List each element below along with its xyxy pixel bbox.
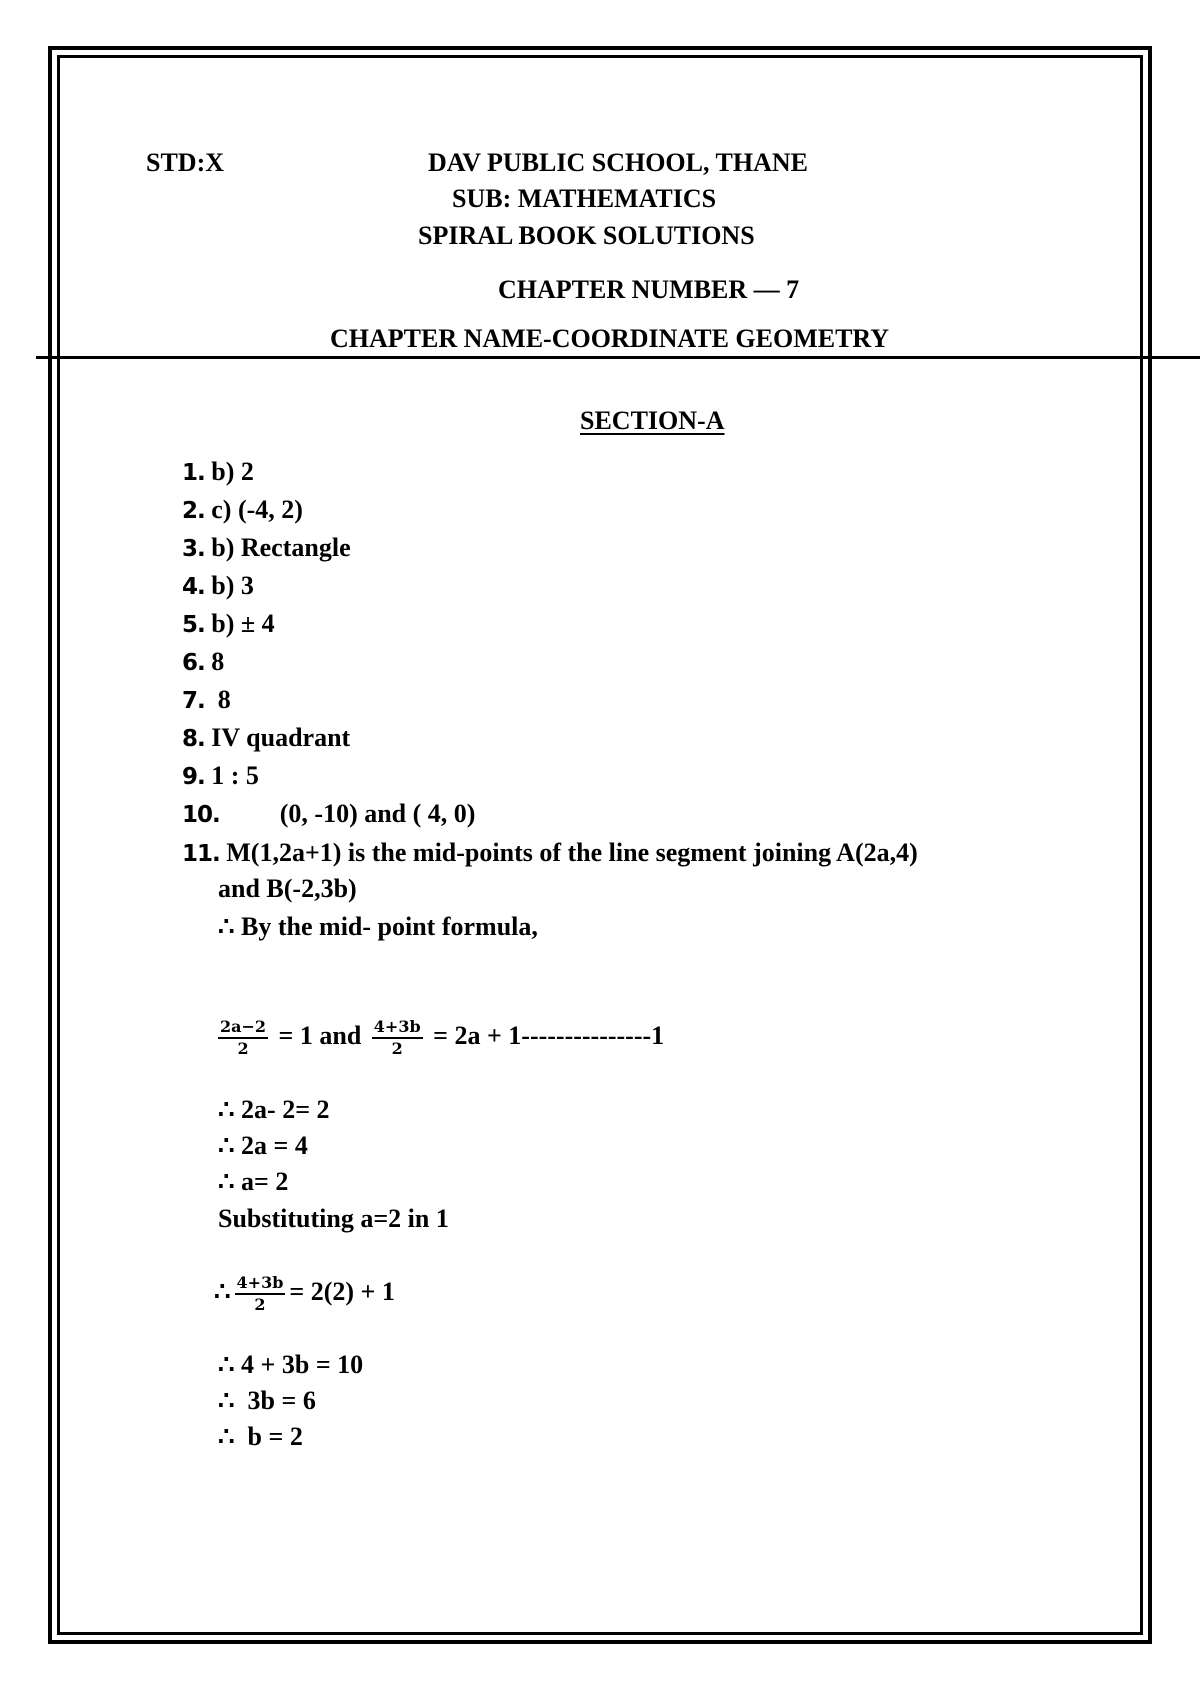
chapter-name: CHAPTER NAME-COORDINATE GEOMETRY [330,324,890,353]
answer-row: 5. b) ± 4 [182,609,275,638]
fraction: $\frac{4+3b}{2}$ [373,1017,421,1059]
q11-line3: ∴ By the mid- point formula, [218,912,538,941]
school-name: DAV PUBLIC SCHOOL, THANE [428,148,808,177]
fraction: $\frac{4+3b}{2}$ [236,1273,284,1315]
step-line: ∴ 4 + 3b = 10 [218,1350,364,1379]
step-line: ∴ 3b = 6 [218,1386,316,1415]
section-title: SECTION-A [580,406,725,435]
book-title: SPIRAL BOOK SOLUTIONS [418,221,755,250]
step-line: ∴ 2a = 4 [218,1131,308,1160]
answer-row: 4. b) 3 [182,571,254,600]
substitution-equation: ∴ $\frac{4+3b}{2}$ = 2(2) + 1 [214,1273,395,1315]
step-line: Substituting a=2 in 1 [218,1204,449,1233]
answer-row: 7. 8 [182,685,231,714]
step-line: ∴ a= 2 [218,1167,289,1196]
fraction: $\frac{2a-2}{2}$ [220,1017,267,1059]
step-line: ∴ b = 2 [218,1422,303,1451]
answer-row: 9. 1 : 5 [182,761,259,790]
answer-row: 1. b) 2 [182,457,254,486]
std-label: STD:X [146,148,225,177]
header-divider [36,356,1200,359]
step-line: ∴ 2a- 2= 2 [218,1095,330,1124]
q11-line1: 11. M(1,2a+1) is the mid-points of the line segment joining A(2a,4) [182,838,918,867]
q11-line2: and B(-2,3b) [218,874,357,903]
chapter-number: CHAPTER NUMBER — 7 [498,275,800,304]
midpoint-equation: $\frac{2a-2}{2}$ = 1 and $\frac{4+3b}{2}$ = 2a + 1---------------1 [220,1017,665,1059]
answer-row: 8. IV quadrant [182,723,351,752]
answer-row: 10. (0, -10) and ( 4, 0) [182,799,476,828]
answer-row: 2. c) (-4, 2) [182,495,303,524]
answer-row: 3. b) Rectangle [182,533,351,562]
subject-label: SUB: MATHEMATICS [452,184,717,213]
answer-row: 6. 8 [182,647,225,676]
